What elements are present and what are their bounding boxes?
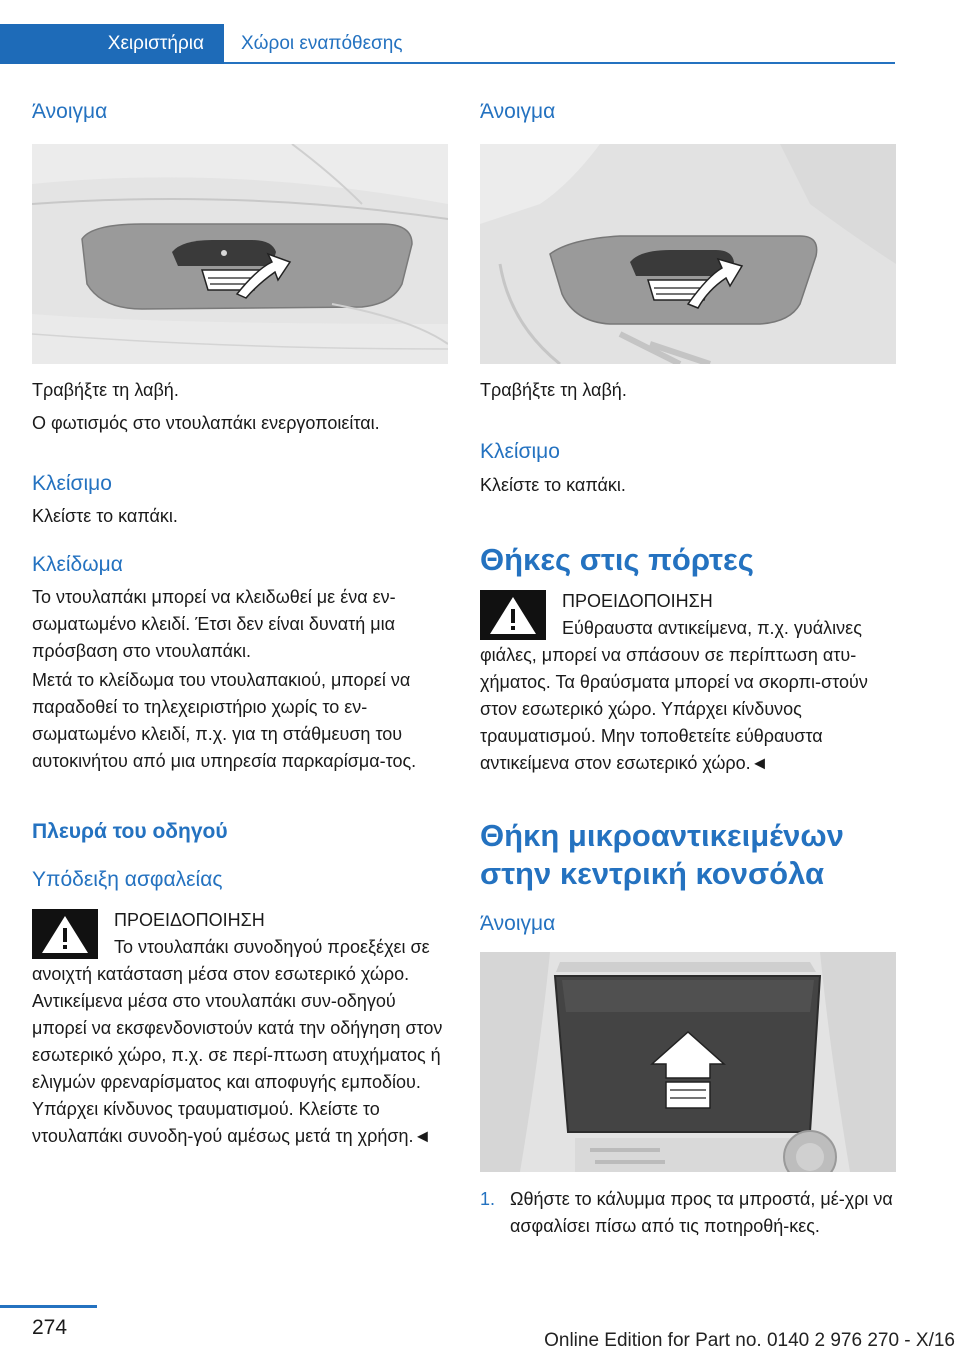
tab-storage-compartments[interactable]: Χώροι εναπόθεσης <box>241 33 403 54</box>
closing-heading: Κλείσιμο <box>32 472 112 495</box>
warning-title: ΠΡΟΕΙΔΟΠΟΙΗΣΗ <box>562 591 713 611</box>
tab-controls[interactable]: Χειριστήρια <box>0 24 224 64</box>
driver-side-heading: Πλευρά του οδηγού <box>32 820 228 843</box>
warning-text: Το ντουλαπάκι συνοδηγού προεξέχει σε ανοιχτή κατάσταση μέσα στον εσωτερικό χώρο. Αντικείμενα μέσα στο ντουλαπάκι συν-οδηγού μπορεί να εκσφενδονιστούν κατά την οδήγηση στον εσωτερικό χώρο, π.χ. σε περί-πτωση ατυχήματος ή ελιγμών φρεναρίσματος και αποφυγής εμποδίου. Υπάρχει κίνδυνος τραυματισμού. Κλείστε το ντουλαπάκι συνοδη-γού αμέσως μετά τη χρήση.◄ <box>32 937 443 1146</box>
driver-closing-text: Κλείστε το καπάκι. <box>480 475 626 495</box>
locking-paragraph-2: Μετά το κλείδωμα του ντουλαπακιού, μπορεί να παραδοθεί το τηλεχειριστήριο χωρίς το εν-σωματωμένο κλειδί, π.χ. για τη στάθμευση του αυτοκινήτου από μια υπηρεσία παρκαρίσμα-τος. <box>32 670 417 771</box>
page-number: 274 <box>32 1316 68 1339</box>
console-opening-heading: Άνοιγμα <box>480 912 556 935</box>
console-figure <box>480 952 896 1172</box>
header-rule <box>224 62 895 64</box>
driver-closing-heading: Κλείσιμο <box>480 440 560 463</box>
footer-rule <box>0 1305 97 1308</box>
page-header <box>0 24 895 64</box>
console-compartment-heading: Θήκη μικροαντικειμένων στην κεντρική κονσόλα <box>480 818 844 891</box>
light-on-text: Ο φωτισμός στο ντουλαπάκι ενεργοποιείται. <box>32 413 380 433</box>
door-pockets-heading: Θήκες στις πόρτες <box>480 542 754 577</box>
locking-heading: Κλείδωμα <box>32 553 123 576</box>
step-1-text: Ωθήστε το κάλυμμα προς τα μπροστά, μέ-χρι να ασφαλίσει πίσω από τις ποτηροθή-κες. <box>510 1189 893 1236</box>
opening-heading: Άνοιγμα <box>32 100 108 123</box>
driver-pull-handle-text: Τραβήξτε τη λαβή. <box>480 380 627 400</box>
driver-opening-heading: Άνοιγμα <box>480 100 556 123</box>
safety-heading: Υπόδειξη ασφαλείας <box>32 868 223 891</box>
edition-footer <box>0 1330 955 1352</box>
warning-text: Εύθραυστα αντικείμενα, π.χ. γυάλινες φιάλες, μπορεί να σπάσουν σε περίπτωση ατυ-χήματος. Τα θραύσματα μπορεί να σκορπι-στούν στον εσωτερικό χώρο. Υπάρχει κίνδυνος τραυματισμού. Μην τοποθετείτε εύθραυστα αντικείμενα στον εσωτερικό χώρο.◄ <box>480 618 868 773</box>
edition-text: Online Edition for Part no. 0140 2 976 270 - X/16 <box>544 1330 955 1351</box>
driver-compartment-illustration <box>480 144 896 364</box>
glovebox-illustration <box>32 144 448 364</box>
console-illustration <box>480 952 896 1172</box>
closing-text: Κλείστε το καπάκι. <box>32 506 178 526</box>
warning-title: ΠΡΟΕΙΔΟΠΟΙΗΣΗ <box>114 910 265 930</box>
locking-paragraph-1: Το ντουλαπάκι μπορεί να κλειδωθεί με ένα εν-σωματωμένο κλειδί. Έτσι δεν είναι δυνατή μια πρόσβαση στο ντουλαπάκι. <box>32 587 396 661</box>
driver-compartment-figure <box>480 144 896 364</box>
step-1-number: 1. <box>480 1189 496 1209</box>
glovebox-figure <box>32 144 448 364</box>
pull-handle-text: Τραβήξτε τη λαβή. <box>32 380 179 400</box>
